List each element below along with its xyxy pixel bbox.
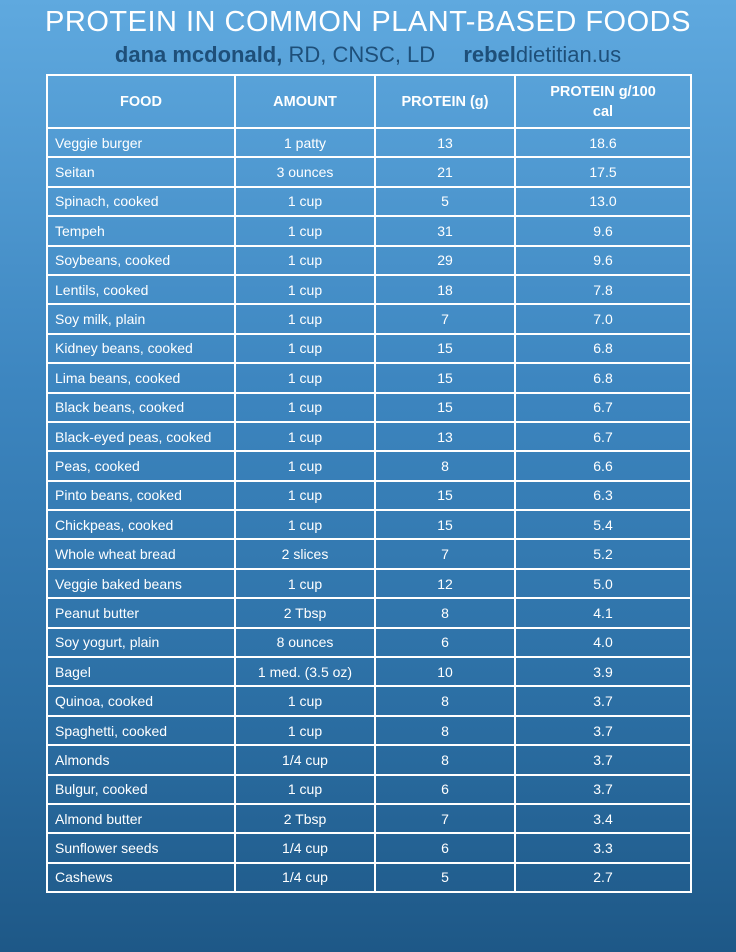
cell-amount: 8 ounces: [235, 628, 375, 657]
cell-protein: 15: [375, 393, 515, 422]
cell-amount: 1 cup: [235, 363, 375, 392]
table-row: [47, 246, 691, 275]
cell-protein: 6: [375, 628, 515, 657]
cell-food: Lima beans, cooked: [47, 363, 235, 392]
cell-amount: 1 cup: [235, 187, 375, 216]
cell-per100: 7.8: [515, 275, 691, 304]
cell-protein: 8: [375, 451, 515, 480]
cell-protein: 12: [375, 569, 515, 598]
cell-food: Kidney beans, cooked: [47, 334, 235, 363]
cell-amount: 2 Tbsp: [235, 804, 375, 833]
cell-per100: 5.4: [515, 510, 691, 539]
cell-per100: 5.2: [515, 539, 691, 568]
header-amount: AMOUNT: [235, 75, 375, 128]
cell-per100: 6.8: [515, 334, 691, 363]
cell-food: Spaghetti, cooked: [47, 716, 235, 745]
cell-food: Whole wheat bread: [47, 539, 235, 568]
cell-per100: 18.6: [515, 128, 691, 157]
cell-food: Almond butter: [47, 804, 235, 833]
table-row: [47, 216, 691, 245]
cell-amount: 1/4 cup: [235, 745, 375, 774]
cell-amount: 1 cup: [235, 510, 375, 539]
cell-amount: 1 cup: [235, 334, 375, 363]
table-row: [47, 539, 691, 568]
table-row: [47, 187, 691, 216]
cell-amount: 2 slices: [235, 539, 375, 568]
table-row: [47, 363, 691, 392]
table-row: [47, 128, 691, 157]
cell-protein: 21: [375, 157, 515, 186]
cell-amount: 1 patty: [235, 128, 375, 157]
cell-protein: 7: [375, 304, 515, 333]
cell-protein: 7: [375, 539, 515, 568]
cell-food: Spinach, cooked: [47, 187, 235, 216]
cell-protein: 29: [375, 246, 515, 275]
cell-per100: 13.0: [515, 187, 691, 216]
cell-protein: 5: [375, 187, 515, 216]
cell-protein: 8: [375, 686, 515, 715]
cell-amount: 1 cup: [235, 304, 375, 333]
table-row: [47, 569, 691, 598]
table-row: [47, 304, 691, 333]
cell-protein: 10: [375, 657, 515, 686]
cell-amount: 1/4 cup: [235, 833, 375, 862]
cell-per100: 6.3: [515, 481, 691, 510]
table-row: [47, 598, 691, 627]
cell-per100: 6.7: [515, 393, 691, 422]
cell-per100: 7.0: [515, 304, 691, 333]
cell-food: Peanut butter: [47, 598, 235, 627]
cell-protein: 15: [375, 334, 515, 363]
cell-per100: 4.0: [515, 628, 691, 657]
cell-food: Lentils, cooked: [47, 275, 235, 304]
table-row: [47, 833, 691, 862]
cell-amount: 1 med. (3.5 oz): [235, 657, 375, 686]
header-protein-g: PROTEIN (g): [375, 75, 515, 128]
cell-food: Bagel: [47, 657, 235, 686]
table-row: [47, 451, 691, 480]
table-row: [47, 745, 691, 774]
table-row: [47, 275, 691, 304]
cell-per100: 6.7: [515, 422, 691, 451]
cell-food: Peas, cooked: [47, 451, 235, 480]
cell-per100: 4.1: [515, 598, 691, 627]
cell-amount: 1 cup: [235, 246, 375, 275]
cell-per100: 9.6: [515, 246, 691, 275]
site-name-rest: dietitian.us: [515, 42, 622, 67]
cell-per100: 3.7: [515, 716, 691, 745]
cell-amount: 1 cup: [235, 775, 375, 804]
table-row: [47, 863, 691, 892]
cell-food: Soy milk, plain: [47, 304, 235, 333]
author-name: dana mcdonald,: [114, 42, 283, 67]
cell-protein: 5: [375, 863, 515, 892]
cell-protein: 18: [375, 275, 515, 304]
cell-amount: 1 cup: [235, 275, 375, 304]
table-row: [47, 775, 691, 804]
cell-per100: 3.7: [515, 686, 691, 715]
cell-protein: 7: [375, 804, 515, 833]
cell-amount: 1 cup: [235, 481, 375, 510]
table-row: [47, 804, 691, 833]
cell-protein: 13: [375, 422, 515, 451]
cell-amount: 1 cup: [235, 216, 375, 245]
cell-per100: 2.7: [515, 863, 691, 892]
cell-amount: 3 ounces: [235, 157, 375, 186]
table-row: [47, 716, 691, 745]
cell-per100: 6.6: [515, 451, 691, 480]
cell-per100: 17.5: [515, 157, 691, 186]
cell-food: Black beans, cooked: [47, 393, 235, 422]
cell-food: Soybeans, cooked: [47, 246, 235, 275]
cell-food: Bulgur, cooked: [47, 775, 235, 804]
table-row: [47, 481, 691, 510]
cell-food: Tempeh: [47, 216, 235, 245]
cell-per100: 9.6: [515, 216, 691, 245]
cell-amount: 1/4 cup: [235, 863, 375, 892]
cell-food: Cashews: [47, 863, 235, 892]
table-row: [47, 686, 691, 715]
cell-amount: 1 cup: [235, 451, 375, 480]
cell-food: Sunflower seeds: [47, 833, 235, 862]
cell-food: Almonds: [47, 745, 235, 774]
author-credentials: RD, CNSC, LD: [288, 42, 436, 67]
cell-amount: 1 cup: [235, 422, 375, 451]
cell-food: Quinoa, cooked: [47, 686, 235, 715]
table-row: [47, 510, 691, 539]
cell-food: Seitan: [47, 157, 235, 186]
cell-food: Veggie burger: [47, 128, 235, 157]
cell-amount: 1 cup: [235, 716, 375, 745]
header-protein-per-100cal: PROTEIN g/100 cal: [515, 75, 691, 128]
cell-protein: 8: [375, 598, 515, 627]
page-title: PROTEIN IN COMMON PLANT-BASED FOODS: [45, 6, 691, 38]
cell-food: Black-eyed peas, cooked: [47, 422, 235, 451]
cell-food: Soy yogurt, plain: [47, 628, 235, 657]
cell-protein: 6: [375, 833, 515, 862]
cell-per100: 3.7: [515, 745, 691, 774]
byline: [0, 42, 736, 68]
table-row: [47, 628, 691, 657]
cell-amount: 1 cup: [235, 393, 375, 422]
cell-food: Pinto beans, cooked: [47, 481, 235, 510]
cell-protein: 15: [375, 510, 515, 539]
cell-protein: 15: [375, 363, 515, 392]
cell-food: Chickpeas, cooked: [47, 510, 235, 539]
cell-protein: 8: [375, 716, 515, 745]
cell-amount: 1 cup: [235, 569, 375, 598]
cell-per100: 3.3: [515, 833, 691, 862]
cell-per100: 3.9: [515, 657, 691, 686]
cell-per100: 3.4: [515, 804, 691, 833]
cell-amount: 2 Tbsp: [235, 598, 375, 627]
cell-amount: 1 cup: [235, 686, 375, 715]
cell-protein: 13: [375, 128, 515, 157]
table-row: [47, 157, 691, 186]
table-row: [47, 657, 691, 686]
protein-table: [46, 74, 692, 893]
table-row: [47, 334, 691, 363]
cell-protein: 8: [375, 745, 515, 774]
cell-protein: 6: [375, 775, 515, 804]
cell-food: Veggie baked beans: [47, 569, 235, 598]
table-row: [47, 393, 691, 422]
site-name-bold: rebel: [463, 42, 516, 67]
cell-per100: 3.7: [515, 775, 691, 804]
header-food: FOOD: [47, 75, 235, 128]
cell-per100: 5.0: [515, 569, 691, 598]
cell-protein: 31: [375, 216, 515, 245]
cell-per100: 6.8: [515, 363, 691, 392]
table-header-row: [47, 75, 691, 128]
table-row: [47, 422, 691, 451]
cell-protein: 15: [375, 481, 515, 510]
